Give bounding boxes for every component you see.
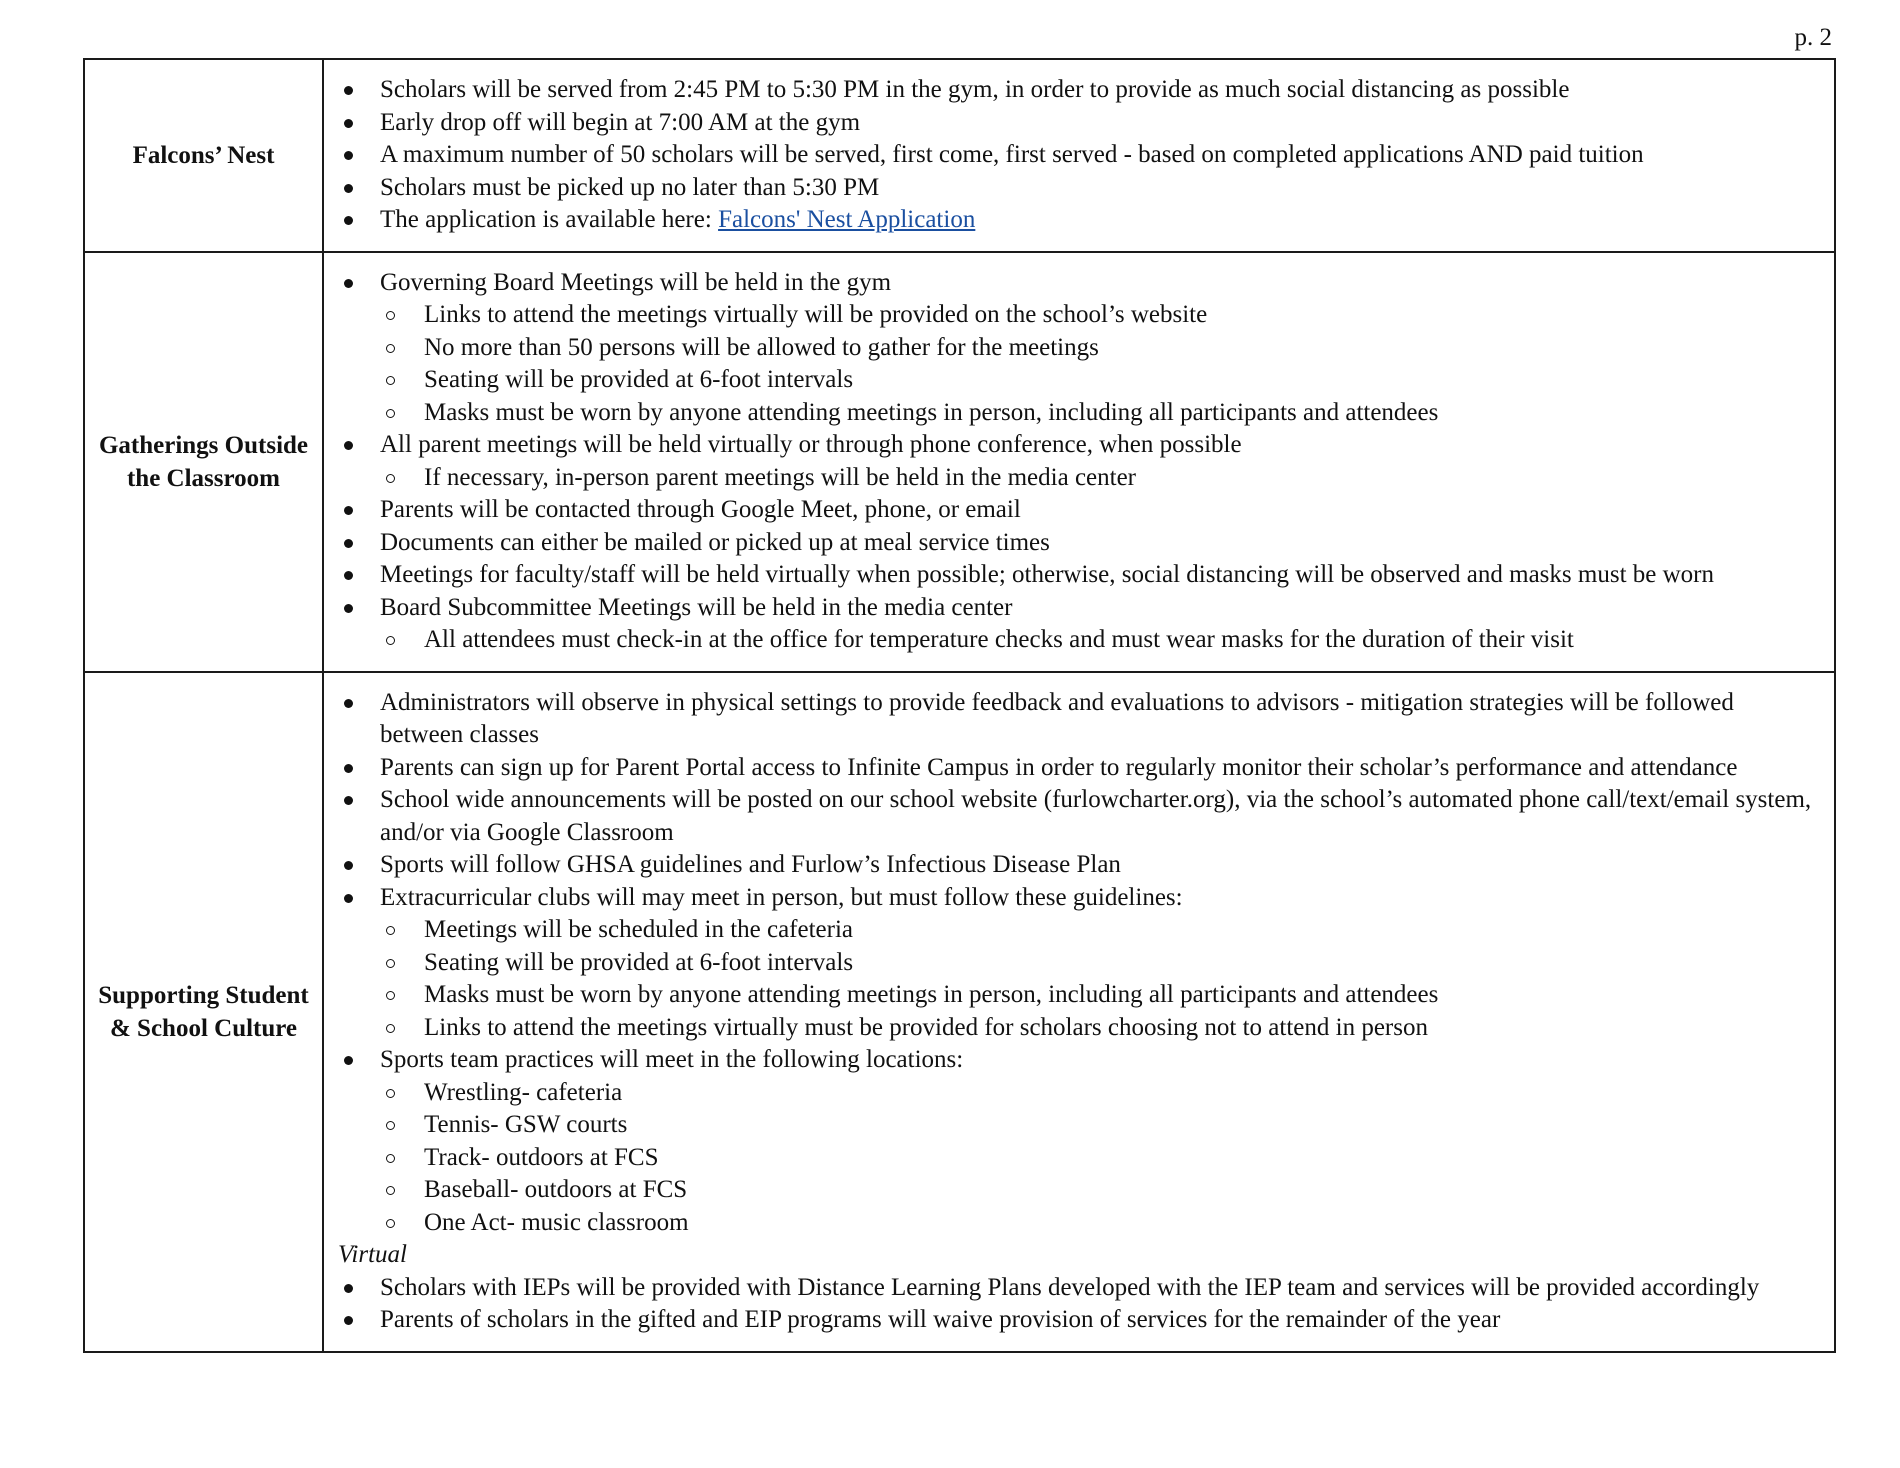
list-item: Scholars will be served from 2:45 PM to 5:30 PM in the gym, in order to provide as much social distancing as possible (336, 74, 1820, 107)
sub-list-item: Masks must be worn by anyone attending meetings in person, including all participants and attendees (336, 397, 1820, 430)
list-item (336, 204, 1820, 237)
row-label-gatherings: Gatherings Outside the Classroom (84, 252, 323, 672)
sub-list-item: All attendees must check-in at the office for temperature checks and must wear masks for the duration of their visit (336, 624, 1820, 657)
list-item: Parents of scholars in the gifted and EIP programs will waive provision of services for the remainder of the year (336, 1304, 1820, 1337)
sub-list-item: Tennis- GSW courts (336, 1109, 1820, 1142)
sub-list-item: Seating will be provided at 6-foot intervals (336, 364, 1820, 397)
sub-list-item: Baseball- outdoors at FCS (336, 1174, 1820, 1207)
list-item: Sports will follow GHSA guidelines and Furlow’s Infectious Disease Plan (336, 849, 1820, 882)
list-item: Scholars with IEPs will be provided with Distance Learning Plans developed with the IEP team and services will be provided accordingly (336, 1272, 1820, 1305)
list-item: Early drop off will begin at 7:00 AM at the gym (336, 107, 1820, 140)
falcons-nest-application-link[interactable]: Falcons' Nest Application (718, 206, 976, 233)
bullet-list (336, 1272, 1820, 1337)
page-number: p. 2 (1794, 24, 1832, 51)
list-item: Governing Board Meetings will be held in the gym (336, 267, 1820, 300)
list-item: Meetings for faculty/staff will be held virtually when possible; otherwise, social distancing will be observed and masks must be worn (336, 559, 1820, 592)
row-label-falcons-nest: Falcons’ Nest (84, 59, 323, 252)
list-item: Extracurricular clubs will may meet in person, but must follow these guidelines: (336, 882, 1820, 915)
bullet-list (336, 204, 1820, 237)
application-prefix: The application is available here: (380, 206, 719, 233)
list-item: Scholars must be picked up no later than 5:30 PM (336, 172, 1820, 205)
bullet-list (336, 687, 1820, 1240)
bullet-list (336, 267, 1820, 657)
table-row (84, 59, 1835, 252)
sub-list-item: Links to attend the meetings virtually will be provided on the school’s website (336, 299, 1820, 332)
sub-list-item: Links to attend the meetings virtually must be provided for scholars choosing not to attend in person (336, 1012, 1820, 1045)
virtual-heading: Virtual (338, 1241, 407, 1268)
row-label-student-culture: Supporting Student & School Culture (84, 672, 323, 1352)
sub-list-item: One Act- music classroom (336, 1207, 1820, 1240)
sub-list-item: If necessary, in-person parent meetings will be held in the media center (336, 462, 1820, 495)
row-content-gatherings (323, 252, 1835, 672)
sub-list-item: No more than 50 persons will be allowed to gather for the meetings (336, 332, 1820, 365)
list-item: School wide announcements will be posted on our school website (furlowcharter.org), via the school’s automated phone call/text/email system, and/or via Google Classroom (336, 784, 1820, 849)
row-content-student-culture (323, 672, 1835, 1352)
list-item: Administrators will observe in physical settings to provide feedback and evaluations to advisors - mitigation strategies will be followed between classes (336, 687, 1820, 752)
list-item: Sports team practices will meet in the following locations: (336, 1044, 1820, 1077)
list-item: Parents will be contacted through Google Meet, phone, or email (336, 494, 1820, 527)
list-item: A maximum number of 50 scholars will be served, first come, first served - based on completed applications AND paid tuition (336, 139, 1820, 172)
sub-list-item: Masks must be worn by anyone attending meetings in person, including all participants and attendees (336, 979, 1820, 1012)
sub-list-item: Seating will be provided at 6-foot intervals (336, 947, 1820, 980)
list-item: Board Subcommittee Meetings will be held in the media center (336, 592, 1820, 625)
sub-list-item: Meetings will be scheduled in the cafeteria (336, 914, 1820, 947)
table-row (84, 672, 1835, 1352)
bullet-list (336, 74, 1820, 204)
sub-list-item: Wrestling- cafeteria (336, 1077, 1820, 1110)
table-row (84, 252, 1835, 672)
reopening-plan-table (83, 58, 1836, 1353)
row-content-falcons-nest (323, 59, 1835, 252)
list-item: Parents can sign up for Parent Portal access to Infinite Campus in order to regularly monitor their scholar’s performance and attendance (336, 752, 1820, 785)
sub-list-item: Track- outdoors at FCS (336, 1142, 1820, 1175)
list-item: Documents can either be mailed or picked up at meal service times (336, 527, 1820, 560)
list-item: All parent meetings will be held virtually or through phone conference, when possible (336, 429, 1820, 462)
